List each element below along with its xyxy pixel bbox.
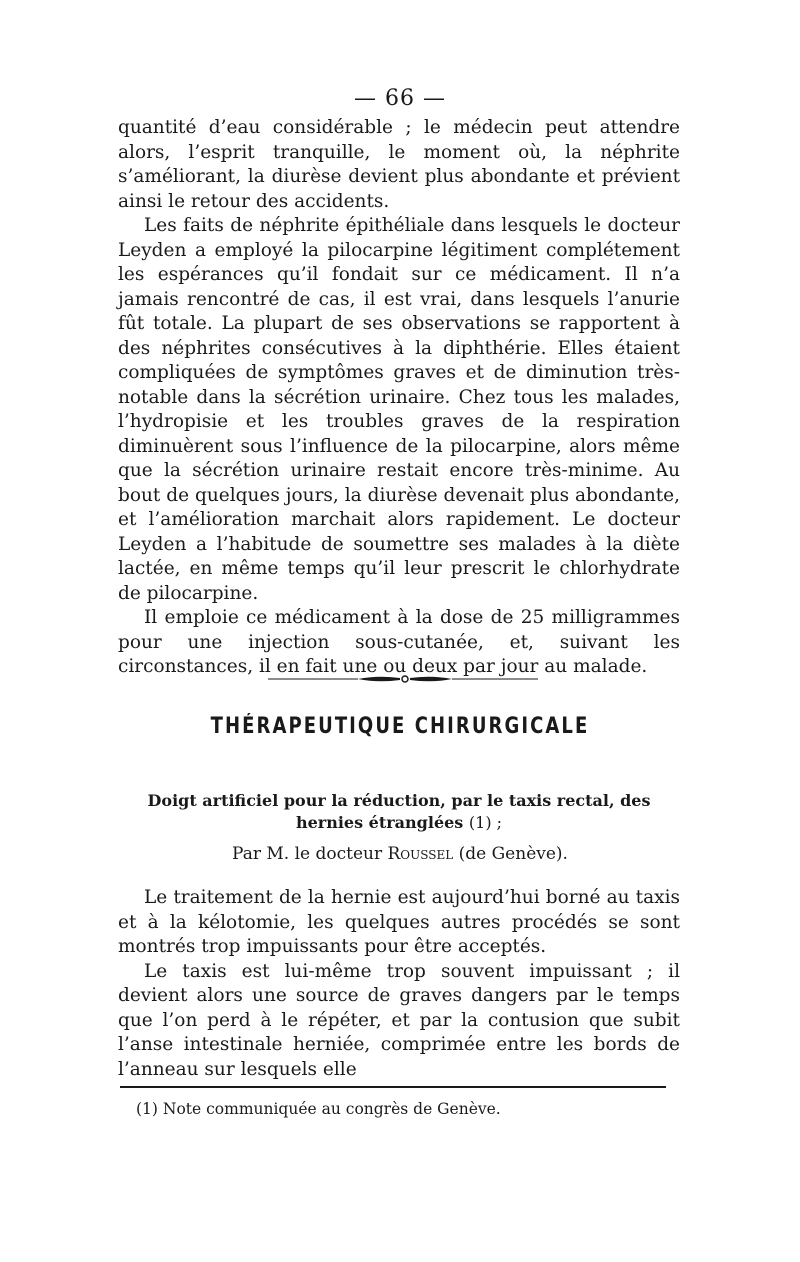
footnote: (1) Note communiquée au congrès de Genève. bbox=[136, 1100, 501, 1118]
paragraph: Le traitement de la hernie est aujourd’hui borné au taxis et à la kélotomie, les quelques autres procédés se sont montrés trop impuissants pour être acceptés. bbox=[118, 887, 680, 957]
body-text-bottom bbox=[118, 886, 680, 1082]
author-line bbox=[0, 844, 800, 864]
footnote-separator bbox=[120, 1086, 666, 1088]
paragraph: quantité d’eau considérable ; le médecin peut attendre alors, l’esprit tranquille, le moment où, la néphrite s’améliorant, la diurèse devient plus abondante et prévient ainsi le retour des accidents. bbox=[118, 117, 680, 212]
paragraph: Les faits de néphrite épithéliale dans lesquels le docteur Leyden a employé la pilocarpine légitiment complétement les espérances qu’il fondait sur ce médicament. Il n’a jamais rencontré de cas, il est vrai, dans lesquels l’anurie fût totale. La plupart de ses observations se rapportent à des néphrites consécutives à la diphthérie. Elles étaient compliquées de symptômes graves et de diminution très-notable dans la sécrétion urinaire. Chez tous les malades, l’hydropisie et les troubles graves de la respiration diminuèrent sous l’influence de la pilocarpine, alors même que la sécrétion urinaire restait encore très-minime. Au bout de quelques jours, la diurèse devenait plus abondante, et l’amélioration marchait alors rapidement. Le docteur Leyden a l’habitude de soumettre ses malades à la diète lactée, en même temps qu’il leur prescrit le chlorhydrate de pilocarpine. bbox=[118, 215, 680, 604]
paragraph: Le taxis est lui-même trop souvent impuissant ; il devient alors une source de graves dangers par le temps que l’on perd à le répéter, et par la contusion que subit l’anse intestinale herniée, comprimée entre les bords de l’anneau sur lesquels elle bbox=[118, 960, 680, 1080]
author-name: Roussel bbox=[387, 844, 454, 864]
footnote-reference: (1) ; bbox=[468, 813, 503, 832]
author-place: (de Genève). bbox=[458, 844, 568, 864]
ornamental-divider bbox=[268, 670, 538, 688]
author-prefix: Par M. le docteur bbox=[232, 844, 383, 864]
paragraph: Il emploie ce médicament à la dose de 25 milligrammes pour une injection sous-cutanée, et, suivant les circonstances, il en fait une ou deux par jour au malade. bbox=[118, 607, 680, 677]
body-text-top bbox=[118, 116, 680, 680]
section-heading: THÉRAPEUTIQUE CHIRURGICALE bbox=[210, 714, 590, 739]
article-title bbox=[118, 790, 680, 834]
article-title-text: Doigt artificiel pour la réduction, par le taxis rectal, des hernies étranglées bbox=[147, 791, 651, 832]
page-number: — 66 — bbox=[354, 86, 446, 111]
